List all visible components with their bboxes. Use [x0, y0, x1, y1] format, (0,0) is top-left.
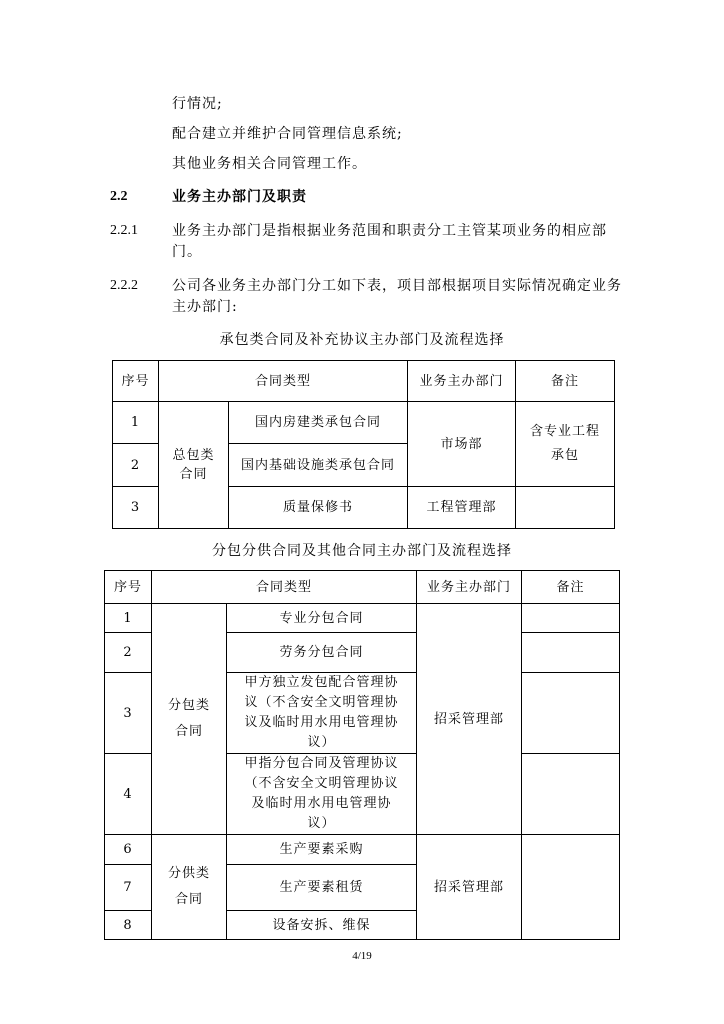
note-cell-empty	[522, 754, 620, 835]
contract-type	[227, 673, 417, 754]
intro-line-3: 其他业务相关合同管理工作。	[172, 156, 367, 172]
contract-type: 国内房建类承包合同	[229, 402, 408, 444]
intro-line-1: 行情况;	[172, 96, 223, 112]
group-cell	[152, 604, 227, 835]
contract-type: 质量保修书	[229, 487, 408, 529]
header-type: 合同类型	[152, 571, 417, 604]
clause-text-line: 主办部门:	[172, 299, 238, 315]
header-note: 备注	[522, 571, 620, 604]
group-label: 分供类合同	[167, 866, 210, 907]
note-cell	[516, 402, 615, 487]
note-cell-empty	[522, 633, 620, 673]
row-seq: 8	[105, 911, 152, 940]
row-seq: 3	[113, 487, 159, 529]
dept-cell: 市场部	[408, 402, 516, 487]
header-seq: 序号	[105, 571, 152, 604]
row-seq: 3	[105, 673, 152, 754]
clause-text-line: 公司各业务主办部门分工如下表，项目部根据项目实际情况确定业务	[172, 278, 622, 294]
section-number: 2.2	[110, 189, 128, 204]
dept-cell: 招采管理部	[417, 604, 522, 835]
row-seq: 4	[105, 754, 152, 835]
contract-type: 国内基础设施类承包合同	[229, 444, 408, 487]
dept-cell: 招采管理部	[417, 835, 522, 940]
contract-type-text: 甲指分包合同及管理协议（不含安全文明管理协议及临时用水用电管理协议）	[244, 756, 399, 831]
table2	[104, 570, 620, 940]
header-dept: 业务主办部门	[417, 571, 522, 604]
clause-number: 2.2.1	[110, 223, 138, 238]
group-cell	[159, 402, 229, 529]
header-note: 备注	[516, 361, 615, 402]
section-title: 业务主办部门及职责	[172, 189, 307, 205]
note-text: 含专业工程承包	[530, 424, 601, 463]
contract-type: 专业分包合同	[227, 604, 417, 633]
header-type: 合同类型	[159, 361, 408, 402]
row-seq: 2	[113, 444, 159, 487]
clause-number: 2.2.2	[110, 278, 138, 293]
table1	[112, 360, 615, 529]
intro-line-2: 配合建立并维护合同管理信息系统;	[172, 126, 403, 142]
clause-text-line: 业务主办部门是指根据业务范围和职责分工主管某项业务的相应部	[172, 223, 607, 239]
contract-type: 生产要素租赁	[227, 865, 417, 911]
clause-text-line: 门。	[172, 244, 202, 260]
row-seq: 2	[105, 633, 152, 673]
contract-type: 设备安拆、维保	[227, 911, 417, 940]
contract-type: 生产要素采购	[227, 835, 417, 865]
note-cell-empty	[522, 604, 620, 633]
header-dept: 业务主办部门	[408, 361, 516, 402]
group-label: 总包类合同	[172, 448, 215, 482]
note-cell-empty	[522, 835, 620, 940]
table2-caption: 分包分供合同及其他合同主办部门及流程选择	[212, 543, 512, 559]
note-cell-empty	[522, 673, 620, 754]
dept-cell: 工程管理部	[408, 487, 516, 529]
row-seq: 1	[113, 402, 159, 444]
note-cell-empty	[516, 487, 615, 529]
contract-type-text: 甲方独立发包配合管理协议（不含安全文明管理协议及临时用水用电管理协议）	[244, 675, 399, 750]
row-seq: 6	[105, 835, 152, 865]
row-seq: 1	[105, 604, 152, 633]
page-number: 4/19	[352, 950, 372, 962]
group-label: 分包类合同	[167, 698, 210, 739]
row-seq: 7	[105, 865, 152, 911]
contract-type: 劳务分包合同	[227, 633, 417, 673]
contract-type	[227, 754, 417, 835]
group-cell	[152, 835, 227, 940]
header-seq: 序号	[113, 361, 159, 402]
table1-caption: 承包类合同及补充协议主办部门及流程选择	[219, 332, 505, 348]
